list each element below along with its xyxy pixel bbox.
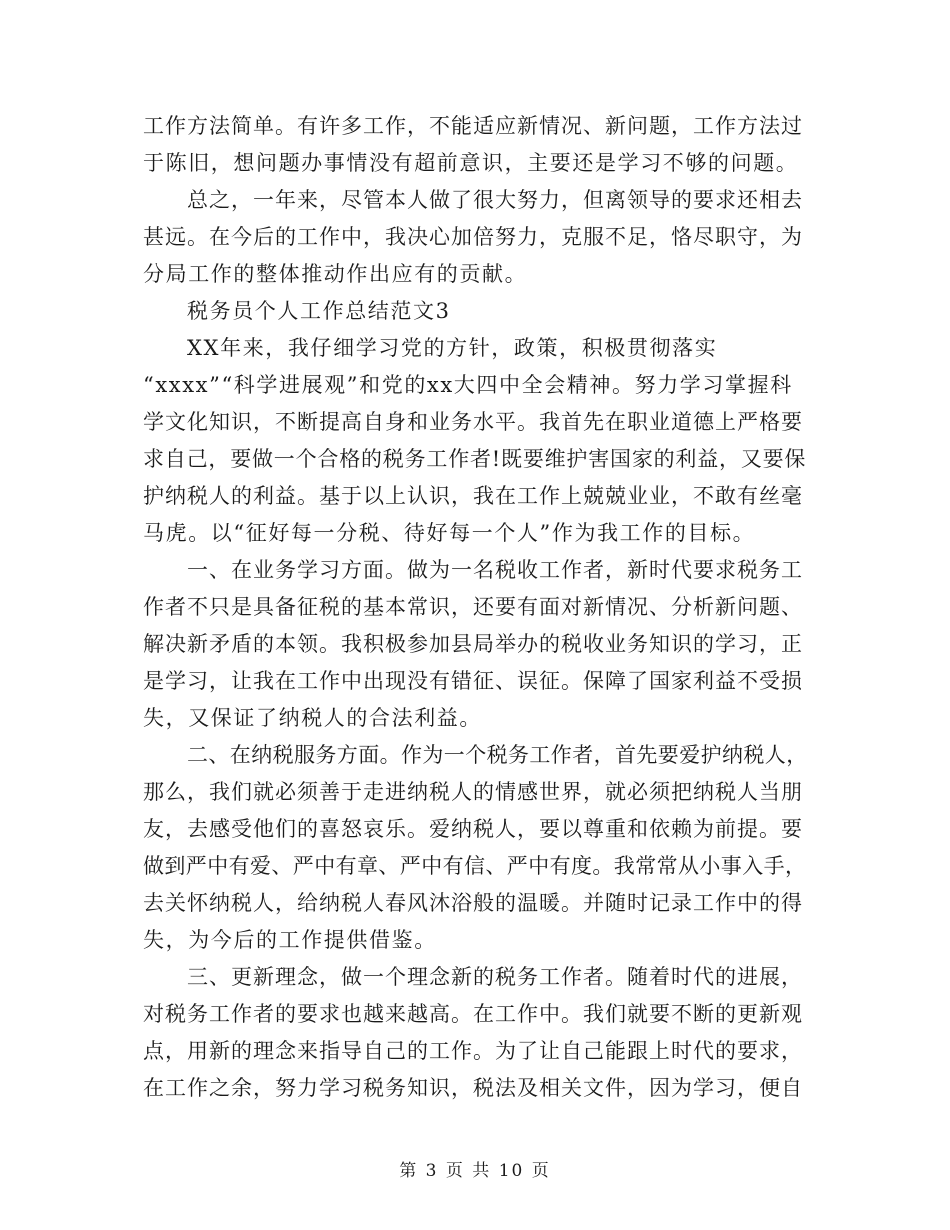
text-line: 失，又保证了纳税人的合法利益。 — [143, 706, 482, 730]
text-line: 对税务工作者的要求也越来越高。在工作中。我们就要不断的更新观 — [143, 1002, 803, 1026]
text-line: “xxxx”“科学进展观”和党的xx大四中全会精神。努力学习掌握科 — [143, 373, 793, 397]
text-line: 作者不只是具备征税的基本常识，还要有面对新情况、分析新问题、 — [143, 595, 803, 619]
text-line: 一、在业务学习方面。做为一名税收工作者，新时代要求税务工 — [187, 558, 803, 582]
text-line: 点，用新的理念来指导自己的工作。为了让自己能跟上时代的要求， — [143, 1039, 803, 1063]
text-line: 工作方法简单。有许多工作，不能适应新情况、新问题，工作方法过 — [143, 114, 803, 138]
page-number-footer: 第 3 页 共 10 页 — [399, 1161, 551, 1181]
text-line: 于陈旧，想问题办事情没有超前意识，主要还是学习不够的问题。 — [143, 151, 799, 175]
text-line: 三、更新理念，做一个理念新的税务工作者。随着时代的进展， — [187, 965, 803, 989]
text-line: 甚远。在今后的工作中，我决心加倍努力，克服不足，恪尽职守，为 — [143, 225, 803, 249]
text-line: XX年来，我仔细学习党的方针，政策，积极贯彻落实 — [187, 336, 718, 360]
text-line: 那么，我们就必须善于走进纳税人的情感世界，就必须把纳税人当朋 — [143, 780, 803, 804]
text-line: 马虎。以“征好每一分税、待好每一个人”作为我工作的目标。 — [143, 521, 756, 545]
text-line: 是学习，让我在工作中出现没有错征、误征。保障了国家利益不受损 — [143, 669, 803, 693]
section-heading: 税务员个人工作总结范文3 — [187, 299, 451, 323]
text-line: 在工作之余，努力学习税务知识，税法及相关文件，因为学习，便自 — [143, 1076, 803, 1100]
text-line: 二、在纳税服务方面。作为一个税务工作者，首先要爱护纳税人， — [187, 743, 808, 767]
text-line: 去关怀纳税人，给纳税人春风沐浴般的温暖。并随时记录工作中的得 — [143, 891, 803, 915]
text-line: 友，去感受他们的喜怒哀乐。爱纳税人，要以尊重和依赖为前提。要 — [143, 817, 803, 841]
text-line: 解决新矛盾的本领。我积极参加县局举办的税收业务知识的学习，正 — [143, 632, 803, 656]
text-line: 失，为今后的工作提供借鉴。 — [143, 928, 437, 952]
text-line: 求自己，要做一个合格的税务工作者!既要维护害国家的利益，又要保 — [143, 447, 807, 471]
text-line: 学文化知识，不断提高自身和业务水平。我首先在职业道德上严格要 — [143, 410, 803, 434]
text-line: 做到严中有爱、严中有章、严中有信、严中有度。我常常从小事入手， — [143, 854, 807, 878]
text-line: 总之，一年来，尽管本人做了很大努力，但离领导的要求还相去 — [187, 188, 803, 212]
text-line: 分局工作的整体推动作出应有的贡献。 — [143, 262, 528, 286]
text-line: 护纳税人的利益。基于以上认识，我在工作上兢兢业业，不敢有丝毫 — [143, 484, 803, 508]
